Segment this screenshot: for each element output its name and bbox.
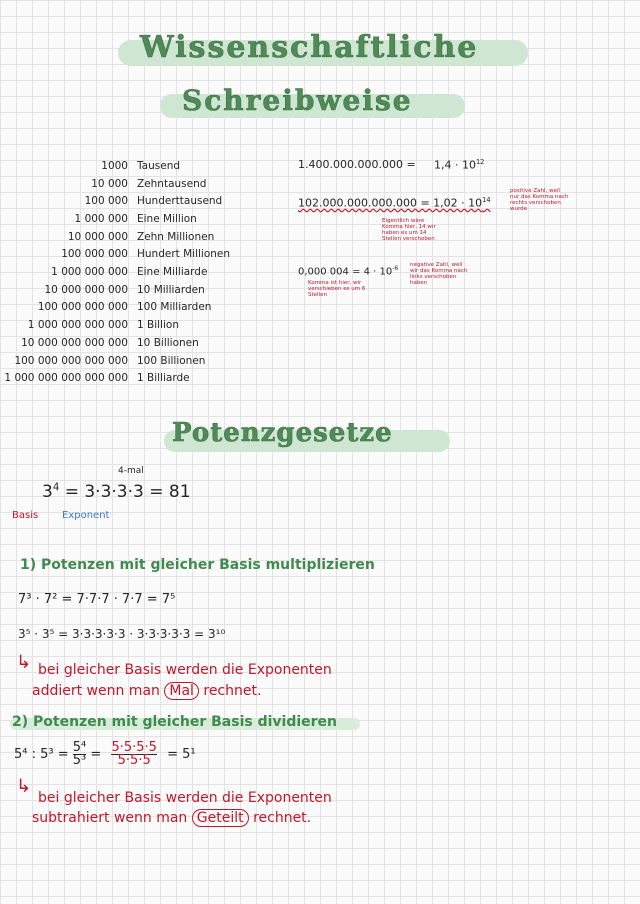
example-3-equation: 0,000 $004 = 4 \cdot 10^{-6}$ — [298, 265, 399, 278]
rule2-fraction-1: $\frac{\text{5⁴}}{\text{5³}}$ — [72, 740, 87, 768]
rule1-arrow: ↳ — [16, 652, 32, 673]
rule2-arrow: ↳ — [16, 776, 32, 797]
example-2-side-note: positive Zahl, weil nur das Komma nach rechts verschoben wurde — [510, 188, 569, 212]
number-table-word: Zehn Millionen — [137, 231, 215, 243]
exponent-label: Exponent — [62, 510, 110, 521]
rule1-line2: 3⁵ · 3⁵ = 3·3·3·3·3 · 3·3·3·3·3 = 3¹⁰ — [18, 627, 226, 641]
rule1-circled: Mal — [164, 682, 199, 700]
number-table-number: 100 000 — [84, 195, 128, 207]
number-table-word: 100 Milliarden — [137, 301, 212, 313]
number-table-word: Zehntausend — [137, 178, 207, 190]
number-table-number: 10 000 — [91, 178, 128, 190]
example-3-side-note: negative Zahl, weil wir das Komma nach links verschoben haben — [410, 262, 468, 286]
mal-label: 4-mal — [118, 466, 144, 476]
number-table-number: 100 000 000 — [61, 248, 128, 260]
basis-label: Basis — [12, 510, 39, 521]
potenz-title: Potenzgesetze — [172, 418, 393, 448]
number-table-word: 1 Billion — [137, 319, 179, 331]
page-title-line2: Schreibweise — [182, 84, 413, 117]
number-table-word: Tausend — [137, 160, 181, 172]
number-table-number: 10 000 000 000 — [44, 284, 128, 296]
rule2-note-a: bei gleicher Basis werden die Exponenten — [38, 790, 332, 806]
number-table-word: Hunderttausend — [137, 195, 223, 207]
rule1-heading: 1) Potenzen mit gleicher Basis multiplizieren — [20, 557, 375, 573]
rule2-note-b: subtrahiert wenn man Geteilt rechnet. — [32, 810, 312, 826]
number-table-word: 1 Billiarde — [137, 372, 190, 384]
example-1-left: 1.400.000.000.000 = — [298, 158, 416, 171]
number-table-number: 1000 — [101, 160, 128, 172]
number-table-word: 10 Milliarden — [137, 284, 205, 296]
number-table-number: 1 000 000 — [74, 213, 128, 225]
example-2-equation: $102.000.000.000.000 = 1,02 \cdot 10^{14}$ — [298, 196, 491, 210]
number-table-word: 10 Billionen — [137, 337, 199, 349]
rule1-note-a: bei gleicher Basis werden die Exponenten — [38, 662, 332, 678]
example-2-note: Eigentlich wäre Komma hier, 14 wir haben es um 14 Stellen verschoben — [382, 218, 436, 242]
rule1-note-b: addiert wenn man Mal rechnet. — [32, 683, 262, 699]
power-example: $3^4 = 3\cdot 3\cdot 3\cdot 3 = 81$ — [42, 482, 191, 502]
number-table-word: Eine Million — [137, 213, 197, 225]
number-table-word: Eine Milliarde — [137, 266, 208, 278]
number-table-word: 100 Billionen — [137, 355, 206, 367]
rule2-heading: 2) Potenzen mit gleicher Basis dividieren — [12, 714, 338, 730]
number-table-number: 1 000 000 000 000 — [27, 319, 128, 331]
number-table-number: 100 000 000 000 — [37, 301, 128, 313]
rule1-line1: 7³ · 7² = 7·7·7 · 7·7 = 7⁵ — [18, 592, 176, 607]
number-table-number: 100 000 000 000 000 — [14, 355, 128, 367]
rule2-circled: Geteilt — [192, 809, 249, 827]
example-1-right: $1,4 \cdot 10^{12}$ — [434, 158, 485, 172]
page-title-line1: Wissenschaftliche — [140, 30, 479, 65]
rule2-equation: 5⁴ : 5³ = $\frac{\text{5⁴}}{\text{5³}}$ = $\frac{5\cdot 5\cdot 5\cdot 5}{5\cdot 5\cdot 5}$ = 5¹ — [14, 740, 196, 768]
number-table-number: 1 000 000 000 — [51, 266, 128, 278]
example-3-note: Komma ist hier, wir verschieben es um 6 Stellen — [308, 280, 366, 298]
number-table-word: Hundert Millionen — [137, 248, 231, 260]
number-table-number: 10 000 000 000 000 — [21, 337, 128, 349]
number-table-number: 1 000 000 000 000 000 — [4, 372, 128, 384]
number-table-number: 10 000 000 — [67, 231, 128, 243]
rule2-fraction-2: $\frac{5\cdot 5\cdot 5\cdot 5}{5\cdot 5\cdot 5}$ — [111, 740, 157, 768]
